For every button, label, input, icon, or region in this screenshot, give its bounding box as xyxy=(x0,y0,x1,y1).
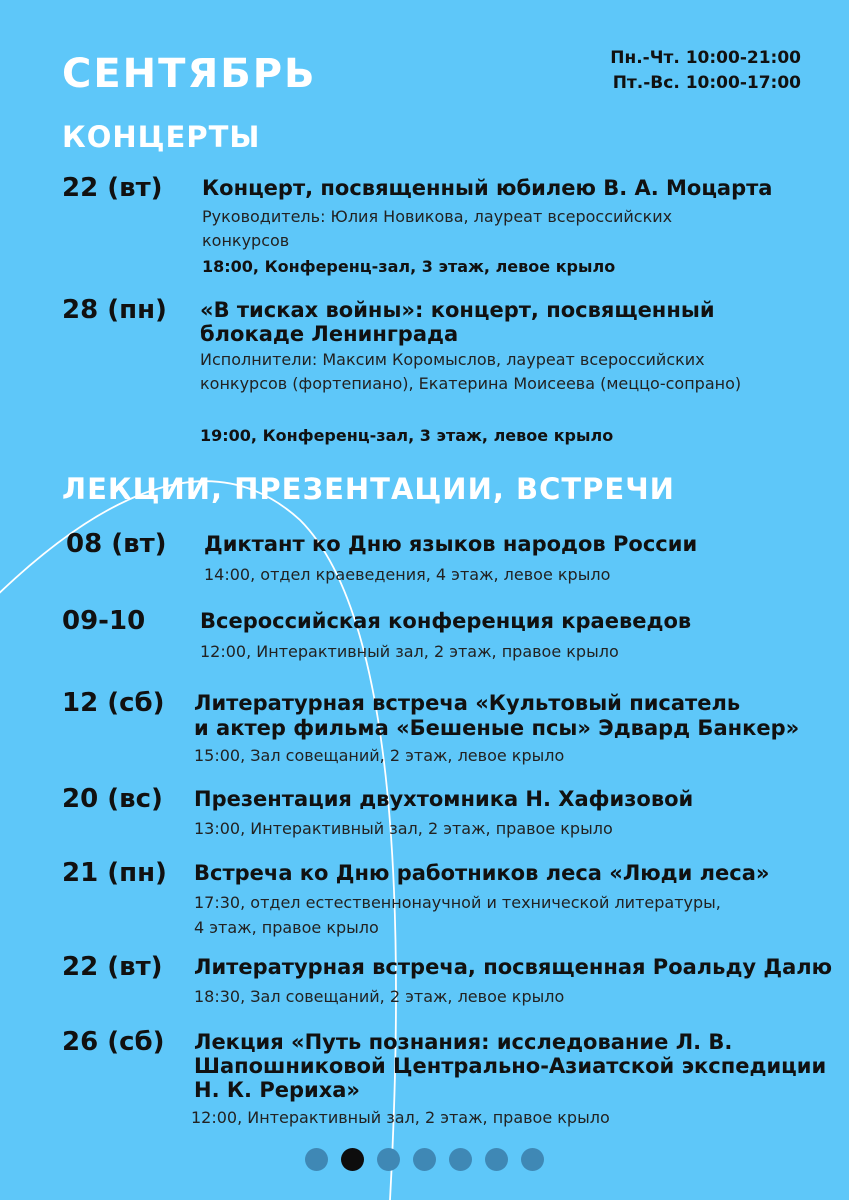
event-date: 09-10 xyxy=(62,606,146,636)
pagination-dot[interactable] xyxy=(341,1148,364,1171)
page-title: СЕНТЯБРЬ xyxy=(62,51,317,97)
event-date: 21 (пн) xyxy=(62,858,167,888)
opening-hours xyxy=(610,46,801,96)
event-date: 12 (сб) xyxy=(62,688,165,718)
event-time-place: 15:00, Зал совещаний, 2 этаж, левое крыло xyxy=(194,746,565,765)
section-heading-lectures: ЛЕКЦИИ, ПРЕЗЕНТАЦИИ, ВСТРЕЧИ xyxy=(62,472,675,506)
event-title-line: «В тисках войны»: концерт, посвященный xyxy=(200,298,715,322)
event-time-place: 18:30, Зал совещаний, 2 этаж, левое крыло xyxy=(194,987,565,1006)
hours-weekdays: Пн.-Чт. 10:00-21:00 xyxy=(610,48,801,68)
event-title: Презентация двухтомника Н. Хафизовой xyxy=(194,787,694,811)
event-description: Исполнители: Максим Коромыслов, лауреат всероссийских конкурсов (фортепиано), Екатерина Моисеева (меццо-сопрано) xyxy=(200,350,742,393)
event-time-place: 12:00, Интерактивный зал, 2 этаж, правое крыло xyxy=(191,1108,610,1127)
event-time-place: 19:00, Конференц-зал, 3 этаж, левое крыло xyxy=(200,426,614,445)
event-date: 28 (пн) xyxy=(62,295,167,325)
event-time-place: 12:00, Интерактивный зал, 2 этаж, правое крыло xyxy=(200,642,619,661)
event-date: 26 (сб) xyxy=(62,1027,165,1057)
pagination-dot[interactable] xyxy=(305,1148,328,1171)
event-title: Встреча ко Дню работников леса «Люди леса» xyxy=(194,861,770,885)
pagination-dot[interactable] xyxy=(521,1148,544,1171)
event-title: Всероссийская конференция краеведов xyxy=(200,609,692,633)
event-time-place: 18:00, Конференц-зал, 3 этаж, левое крыло xyxy=(202,257,616,276)
event-time-place: 13:00, Интерактивный зал, 2 этаж, правое крыло xyxy=(194,819,613,838)
event-title-line: Н. К. Рериха» xyxy=(194,1078,360,1102)
event-date: 08 (вт) xyxy=(66,529,167,559)
event-title: Литературная встреча, посвященная Роальду Далю xyxy=(194,955,833,979)
event-date: 22 (вт) xyxy=(62,173,163,203)
pagination-dot[interactable] xyxy=(485,1148,508,1171)
event-description: Руководитель: Юлия Новикова, лауреат всероссийских конкурсов xyxy=(202,207,673,250)
hours-weekend: Пт.-Вс. 10:00-17:00 xyxy=(612,73,801,93)
event-time-place-line: 17:30, отдел естественнонаучной и технической литературы, xyxy=(194,893,721,912)
pagination-dot[interactable] xyxy=(449,1148,472,1171)
event-title-line: блокаде Ленинграда xyxy=(200,322,459,346)
event-date: 22 (вт) xyxy=(62,952,163,982)
pagination-dot[interactable] xyxy=(413,1148,436,1171)
event-title: Диктант ко Дню языков народов России xyxy=(204,532,698,556)
event-time-place-line: 4 этаж, правое крыло xyxy=(194,918,379,937)
pagination-dot[interactable] xyxy=(377,1148,400,1171)
pagination-dots xyxy=(0,1148,849,1171)
event-title-line: Лекция «Путь познания: исследование Л. В. xyxy=(194,1030,733,1054)
event-date: 20 (вс) xyxy=(62,784,163,814)
event-title-line: Шапошниковой Центрально-Азиатской экспедиции xyxy=(194,1054,827,1078)
event-title: Концерт, посвященный юбилею В. А. Моцарта xyxy=(202,176,773,200)
event-time-place: 14:00, отдел краеведения, 4 этаж, левое крыло xyxy=(204,565,611,584)
event-title-line: Литературная встреча «Культовый писатель xyxy=(194,691,741,715)
section-heading-concerts: КОНЦЕРТЫ xyxy=(62,120,261,154)
event-title-line: и актер фильма «Бешеные псы» Эдвард Банкер» xyxy=(194,716,800,740)
